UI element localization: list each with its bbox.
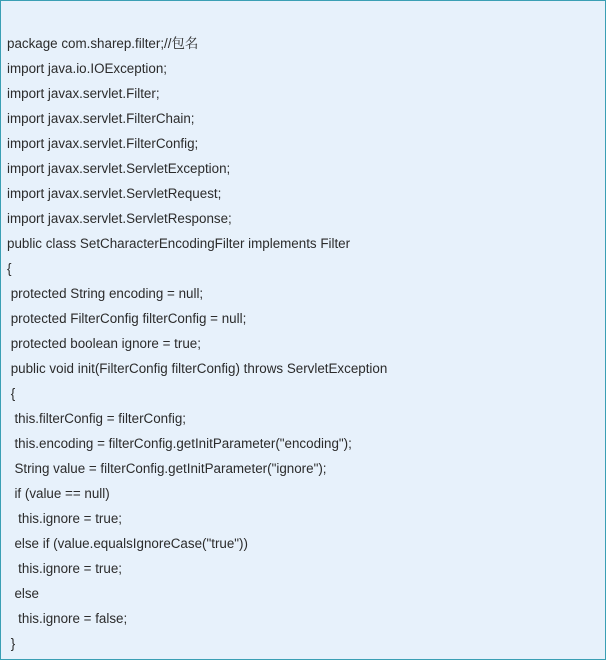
code-line-class-declaration: public class SetCharacterEncodingFilter implements Filter	[7, 236, 351, 251]
code-line-field: protected FilterConfig filterConfig = null;	[7, 311, 247, 326]
code-line-import: import javax.servlet.FilterChain;	[7, 111, 195, 126]
code-line-statement: this.ignore = false;	[7, 611, 128, 626]
code-line-if: if (value == null)	[7, 486, 110, 501]
code-line-else-if: else if (value.equalsIgnoreCase("true"))	[7, 536, 248, 551]
code-line-method-signature: public void init(FilterConfig filterConfig) throws ServletException	[7, 361, 388, 376]
code-line-statement: this.encoding = filterConfig.getInitParameter("encoding");	[7, 436, 352, 451]
code-line-import: import javax.servlet.Filter;	[7, 86, 160, 101]
code-line-package: package com.sharep.filter;//包名	[7, 36, 199, 51]
code-line-statement: this.ignore = true;	[7, 511, 122, 526]
code-line-else: else	[7, 586, 40, 601]
code-line-import: import javax.servlet.ServletResponse;	[7, 211, 232, 226]
code-line-field: protected String encoding = null;	[7, 286, 204, 301]
code-line-import: import javax.servlet.FilterConfig;	[7, 136, 199, 151]
code-line-import: import javax.servlet.ServletRequest;	[7, 186, 222, 201]
code-line-brace: {	[7, 261, 12, 276]
code-line-import: import java.io.IOException;	[7, 61, 168, 76]
code-line-statement: String value = filterConfig.getInitParameter("ignore");	[7, 461, 327, 476]
code-line-import: import javax.servlet.ServletException;	[7, 161, 231, 176]
code-line-brace: {	[7, 386, 16, 401]
code-line-statement: this.ignore = true;	[7, 561, 122, 576]
code-lines	[7, 31, 387, 656]
code-line-statement: this.filterConfig = filterConfig;	[7, 411, 186, 426]
code-line-brace: }	[7, 636, 16, 651]
code-line-field: protected boolean ignore = true;	[7, 336, 201, 351]
